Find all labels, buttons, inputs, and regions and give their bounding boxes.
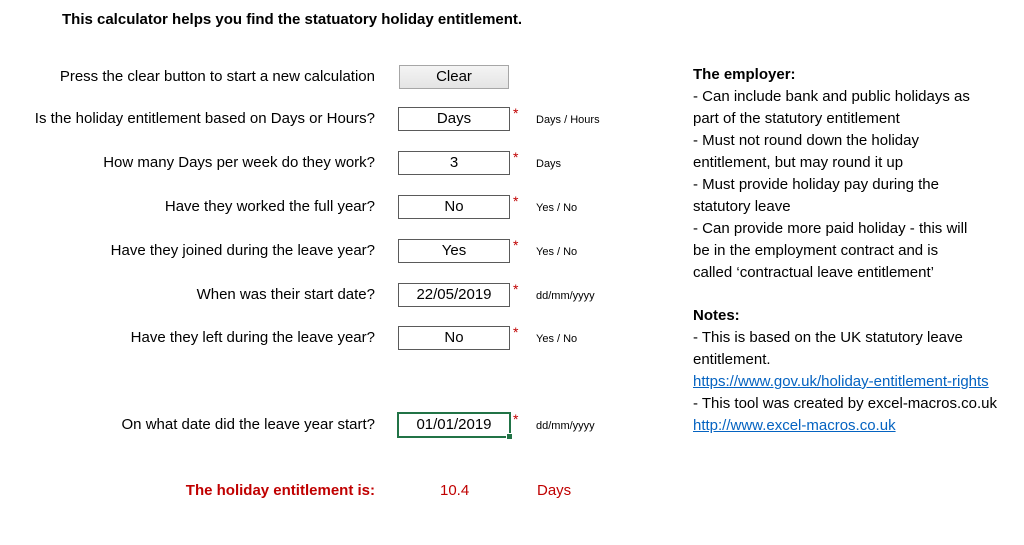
full-year-unit-hint: Yes / No [536, 202, 578, 214]
notes-panel [693, 305, 1018, 437]
notes-line: entitlement. [693, 351, 771, 368]
per-week-field[interactable]: 3 [398, 151, 510, 175]
clear-row [0, 65, 640, 89]
full-year-field[interactable]: No [398, 195, 510, 219]
left-unit-hint: Yes / No [536, 333, 578, 345]
joined-row [0, 239, 640, 263]
result-value: 10.4 [440, 482, 470, 499]
required-marker: * [513, 237, 519, 253]
employer-line: statutory leave [693, 198, 791, 215]
result-unit: Days [537, 482, 572, 499]
result-label: The holiday entitlement is: [185, 482, 375, 499]
page-title: This calculator helps you find the statuatory holiday entitlement. [62, 11, 523, 28]
joined-question: Have they joined during the leave year? [110, 242, 375, 259]
employer-line: entitlement, but may round it up [693, 154, 904, 171]
employer-panel [693, 64, 1018, 284]
employer-heading: The employer: [693, 66, 796, 83]
left-row [0, 326, 640, 350]
employer-line: be in the employment contract and is [693, 242, 939, 259]
basis-question: Is the holiday entitlement based on Days or Hours? [34, 110, 375, 127]
leave-year-start-unit-hint: dd/mm/yyyy [536, 420, 595, 432]
required-marker: * [513, 324, 519, 340]
per-week-unit-hint: Days [536, 158, 562, 170]
clear-button[interactable]: Clear [399, 65, 509, 89]
start-date-unit-hint: dd/mm/yyyy [536, 290, 595, 302]
left-field[interactable]: No [398, 326, 510, 350]
notes-heading: Notes: [693, 307, 740, 324]
start-date-question: When was their start date? [196, 286, 375, 303]
per-week-question: How many Days per week do they work? [103, 154, 375, 171]
leave-year-start-field[interactable]: 01/01/2019 [397, 412, 511, 438]
required-marker: * [513, 193, 519, 209]
basis-unit-hint: Days / Hours [536, 114, 600, 126]
joined-unit-hint: Yes / No [536, 246, 578, 258]
excel-macros-link[interactable]: http://www.excel-macros.co.uk [693, 417, 896, 434]
notes-line: - This tool was created by excel-macros.co.uk [693, 395, 998, 412]
basis-row [0, 107, 640, 131]
notes-line: - This is based on the UK statutory leave [693, 329, 963, 346]
joined-field[interactable]: Yes [398, 239, 510, 263]
required-marker: * [513, 281, 519, 297]
required-marker: * [513, 105, 519, 121]
leave-year-start-row [0, 413, 640, 437]
left-question: Have they left during the leave year? [130, 329, 375, 346]
basis-field[interactable]: Days [398, 107, 510, 131]
required-marker: * [513, 411, 519, 427]
start-date-row [0, 283, 640, 307]
employer-line: - Can provide more paid holiday - this will [693, 220, 968, 237]
per-week-row [0, 151, 640, 175]
start-date-field[interactable]: 22/05/2019 [398, 283, 510, 307]
full-year-row [0, 195, 640, 219]
full-year-question: Have they worked the full year? [164, 198, 375, 215]
employer-line: - Must not round down the holiday [693, 132, 919, 149]
gov-uk-link[interactable]: https://www.gov.uk/holiday-entitlement-rights [693, 373, 989, 390]
employer-line: part of the statutory entitlement [693, 110, 900, 127]
employer-line: called ‘contractual leave entitlement’ [693, 264, 934, 281]
clear-prompt: Press the clear button to start a new calculation [59, 68, 375, 85]
leave-year-start-question: On what date did the leave year start? [121, 416, 375, 433]
required-marker: * [513, 149, 519, 165]
employer-line: - Must provide holiday pay during the [693, 176, 939, 193]
employer-line: - Can include bank and public holidays as [693, 88, 970, 105]
